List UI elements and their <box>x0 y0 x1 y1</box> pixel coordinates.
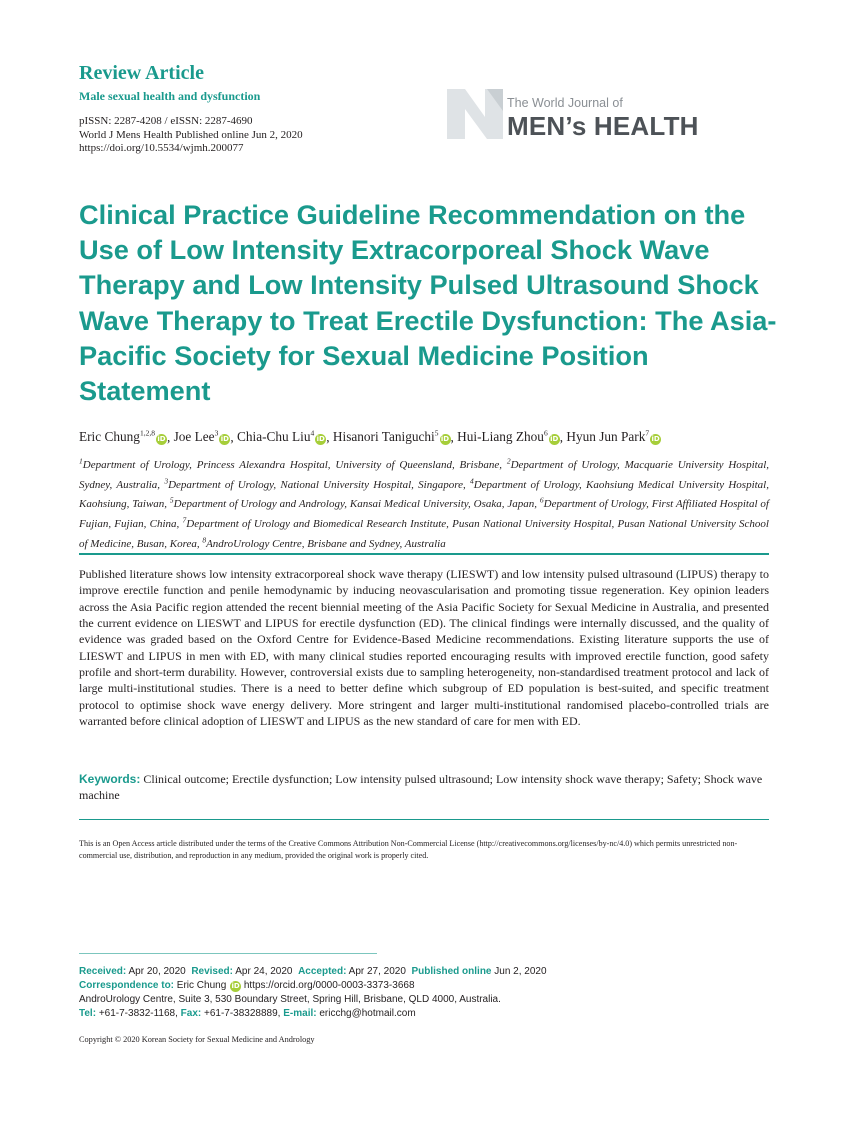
fax-label: Fax: <box>180 1008 202 1019</box>
affiliation-text: Department of Urology, First Affiliated Hospital of Fujian, Fujian, China, <box>79 498 769 531</box>
affiliation-number: 5 <box>169 495 174 505</box>
author <box>457 429 560 444</box>
author-name: Joe Lee <box>173 429 215 445</box>
dates-line <box>79 966 547 978</box>
affiliation-number: 1 <box>79 456 83 465</box>
affiliations <box>79 453 769 552</box>
orcid-icon[interactable]: iD <box>231 982 240 990</box>
affiliation-number: 4 <box>469 475 474 485</box>
correspondence-address: AndroUrology Centre, Suite 3, 530 Boundary Street, Spring Hill, Brisbane, QLD 4000, Australia. <box>79 994 501 1005</box>
affiliation-text: AndroUrology Centre, Brisbane and Sydney, Australia <box>206 538 446 551</box>
author-name: Eric Chung <box>79 429 140 445</box>
article-type: Review Article <box>79 62 204 84</box>
author-affiliation-number: 7 <box>645 429 650 438</box>
affiliation-text: Department of Urology and Biomedical Research Institute, Pusan National University Hospital, Pusan National University School of Medicine, Busan, Korea, <box>79 518 769 551</box>
affiliation <box>164 475 470 491</box>
affiliation-text: Department of Urology, National University Hospital, Singapore, <box>168 478 470 491</box>
published-online-label: Published online <box>411 966 492 977</box>
affiliation-number: 3 <box>164 475 169 485</box>
logo-journal-name: MEN’s HEALTH <box>507 111 699 141</box>
affiliation-number: 7 <box>182 515 187 525</box>
author <box>174 429 231 444</box>
tel-value: +61-7-3832-1168, <box>96 1008 181 1019</box>
author-name: Hisanori Taniguchi <box>332 429 435 445</box>
article-title: Clinical Practice Guideline Recommendation on the Use of Low Intensity Extracorporeal Shock Wave Therapy and Low Intensity Pulsed Ultrasound Shock Wave Therapy to Treat Erectile Dysfunction: The Asia-Pacific Society for Sexual Medicine Position Statement <box>79 199 777 407</box>
published-line: World J Mens Health Published online Jun 2, 2020 <box>79 129 303 141</box>
author <box>79 429 167 444</box>
affiliation-text: Department of Urology and Andrology, Kansai Medical University, Osaka, Japan, <box>173 498 540 511</box>
license-notice: This is an Open Access article distributed under the terms of the Creative Commons Attribution Non-Commercial License (http://creativecommons.org/licenses/by-nc/4.0) which permits unrestricted non-commercial use, distribution, and reproduction in any medium, provided the original work is properly cited. <box>79 839 738 861</box>
correspondence-orcid-link[interactable]: https://orcid.org/0000-0003-3373-3668 <box>241 980 415 991</box>
email-label: E-mail: <box>283 1008 317 1019</box>
accepted-label: Accepted: <box>298 966 347 977</box>
author-list: Eric Chung$^{1,2,8}$iD, Joe Lee$^3$iD, Chia-Chu Liu$^4$iD, Hisanori Taniguchi$^5$iD, Hui-Liang Zhou$^6$iD, Hyun Jun Park$^7$iD <box>79 429 660 445</box>
orcid-icon[interactable]: iD <box>440 435 450 444</box>
keywords-bottom-divider <box>79 819 769 820</box>
published-online-date: Jun 2, 2020 <box>491 966 547 977</box>
orcid-icon[interactable]: iD <box>157 435 166 444</box>
author <box>237 429 326 444</box>
orcid-icon[interactable]: iD <box>550 435 559 444</box>
keywords-text: Clinical outcome; Erectile dysfunction; Low intensity pulsed ultrasound; Low intensity shock wave therapy; Safety; Shock wave machine <box>79 772 763 803</box>
orcid-icon[interactable]: iD <box>651 435 660 444</box>
issn-line: pISSN: 2287-4208 / eISSN: 2287-4690 <box>79 115 253 127</box>
footer-divider <box>79 953 377 954</box>
author-affiliation-number: 6 <box>543 429 548 438</box>
article-section: Male sexual health and dysfunction <box>79 89 261 103</box>
affiliation-text: Department of Urology, Kaohsiung Medical University Hospital, Kaohsiung, Taiwan, <box>79 478 769 511</box>
orcid-icon[interactable]: iD <box>316 435 325 444</box>
affiliation-text: Department of Urology, Macquarie University Hospital, Sydney, Australia, <box>79 458 769 491</box>
keywords <box>79 771 769 804</box>
affiliation <box>79 456 507 471</box>
logo-small-text: The World Journal of <box>507 96 623 110</box>
author <box>566 429 661 444</box>
revised-date: Apr 24, 2020 <box>233 966 293 977</box>
affiliation <box>169 495 540 511</box>
correspondence-name: Eric Chung <box>174 980 230 991</box>
keywords-label: Keywords: <box>79 772 141 786</box>
affiliation <box>202 535 446 551</box>
copyright-notice: Copyright © 2020 Korean Society for Sexual Medicine and Andrology <box>79 1035 315 1044</box>
author-affiliation-number: 5 <box>434 429 439 438</box>
affiliation-number: 2 <box>506 456 511 465</box>
author-affiliation-number: 3 <box>214 429 219 438</box>
fax-value: +61-7-38328889, <box>201 1008 284 1019</box>
affiliation-number: 8 <box>202 535 207 545</box>
abstract-text: Published literature shows low intensity extracorporeal shock wave therapy (LIESWT) and low intensity pulsed ultrasound (LIPUS) therapy to improve erectile function and penile hemodynamic by inducing neovascularisation and promoting tissue regeneration. Key opinion leaders across the Asia Pacific region attended the recent biennial meeting of the Asia Pacific Society for Sexual Medicine in Australia, and presented the current evidence on LIESWT and LIPUS for erectile dysfunction (ED). The clinical findings were internally discussed, and the quality of evidence was graded based on the Oxford Centre for Evidence-Based Medicine recommendations. Existing literature supports the use of LIESWT and LIPUS in men with ED, with many clinical studies reported encouraging results with improved erectile function, good safety profile and short-term durability. However, controversial exists due to sampling heterogeneity, non-standardised treatment protocol and lack of large multi-institutional studies. There is a need to better define which subgroup of ED population is best-suited, and specific treatment protocol to optimise shock wave energy delivery. More stringent and larger multi-institutional randomised placebo-controlled trials are warranted before clinical adoption of LIESWT and LIPUS as the new standard of care for men with ED. <box>79 567 769 729</box>
abstract-top-divider <box>79 553 769 555</box>
revised-label: Revised: <box>191 966 233 977</box>
received-label: Received: <box>79 966 127 977</box>
author-name: Chia-Chu Liu <box>236 429 311 445</box>
author-name: Hyun Jun Park <box>566 429 646 445</box>
doi-link[interactable]: https://doi.org/10.5534/wjmh.200077 <box>79 142 244 154</box>
orcid-icon[interactable]: iD <box>220 435 229 444</box>
received-date: Apr 20, 2020 <box>126 966 186 977</box>
affiliation-text: Department of Urology, Princess Alexandra Hospital, University of Queensland, Brisbane, <box>82 458 507 471</box>
accepted-date: Apr 27, 2020 <box>346 966 406 977</box>
author-name: Hui-Liang Zhou <box>457 429 544 445</box>
correspondence-line <box>79 980 415 992</box>
correspondence-label: Correspondence to: <box>79 980 175 991</box>
author-affiliation-number: 4 <box>310 429 315 438</box>
affiliation-number: 6 <box>539 495 544 505</box>
email-link[interactable]: ericchg@hotmail.com <box>316 1008 416 1019</box>
author-affiliation-number: 1,2,8 <box>139 429 155 438</box>
author <box>333 429 451 444</box>
tel-label: Tel: <box>79 1008 97 1019</box>
contact-line <box>79 1008 416 1020</box>
